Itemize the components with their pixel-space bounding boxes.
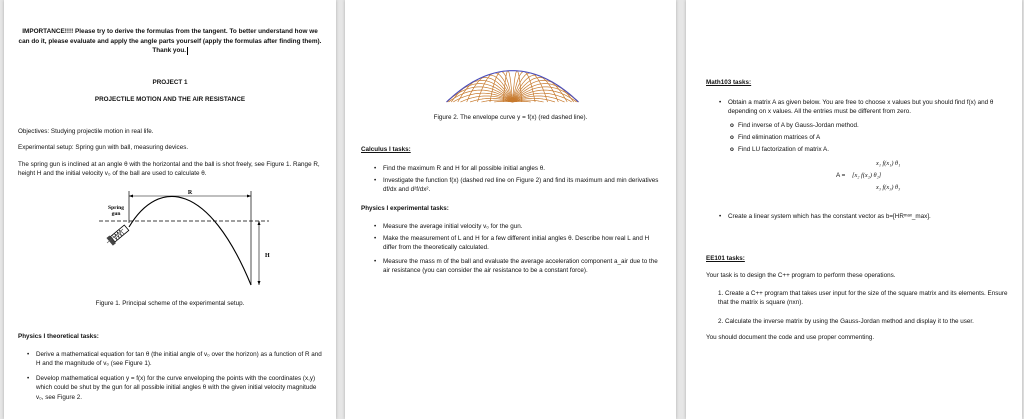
height-arrowhead-top <box>258 221 261 225</box>
objectives-text: Objectives: Studying projectile motion in real life. <box>18 128 154 135</box>
matrix-row-3: x₃ f(x₃) θ₃ <box>876 184 901 191</box>
project-subtitle: PROJECTILE MOTION AND THE AIR RESISTANCE <box>94 96 246 103</box>
ee-task-1: 1. Create a C++ program that takes user input for the size of the square matrix and its elements. Ensure that the matrix is square (nxn). <box>718 290 1008 307</box>
figure-2-envelope-diagram <box>440 10 585 105</box>
spring-gun-icon <box>106 224 129 246</box>
math-heading: Math103 tasks: <box>706 79 752 86</box>
setup-text: Experimental setup: Spring gun with ball, measuring devices. <box>18 144 189 151</box>
physics-exp-heading: Physics I experimental tasks: <box>361 205 449 212</box>
range-arrowhead-right <box>247 195 251 198</box>
calculus-heading: Calculus I tasks: <box>361 146 411 153</box>
physics-exp-task-2: • Make the measurement of L and H for a few different initial angles θ. Describe how real L and H differ from the theoretically calculated. <box>383 234 663 253</box>
trajectory-curve <box>129 196 251 285</box>
document-page-2 <box>345 0 676 419</box>
ee-heading: EE101 tasks: <box>706 255 745 262</box>
ee-outro: You should document the code and use proper commenting. <box>706 334 875 341</box>
matrix-label: A = <box>836 172 846 179</box>
document-page-3 <box>686 0 1022 419</box>
theory-task-1: • Derive a mathematical equation for tan θ (the initial angle of v₀ over the horizon) as a function of R and H and the magnitude of v₀ (see Figure 1). <box>36 350 322 369</box>
theory-heading: Physics I theoretical tasks: <box>18 333 99 340</box>
gun-label: gun <box>111 211 121 217</box>
envelope-curve <box>447 71 579 102</box>
math-subtask-1: o Find inverse of A by Gauss-Jordan method. <box>738 121 859 130</box>
math-intro: • Obtain a matrix A as given below. You are free to choose x values but you should find f(x) and θ depending on x values. All the entries must be different from zero. <box>728 98 1010 117</box>
math-subtask-3: o Find LU factorization of matrix A. <box>738 145 829 154</box>
range-arrowhead-left <box>129 195 133 198</box>
height-label: H <box>265 253 270 259</box>
physics-exp-task-3: • Measure the mass m of the ball and evaluate the average acceleration component a_air due to the air resistance (you can consider the air resistance to be a constant force). <box>383 257 663 276</box>
ee-intro: Your task is to design the C++ program to perform these operations. <box>706 272 896 279</box>
ee-task-2: 2. Calculate the inverse matrix by using the Gauss-Jordan method and display it to the user. <box>718 318 974 325</box>
math-subtask-2: o Find elimination matrices of A <box>738 133 820 142</box>
spring-label: Spring <box>108 205 124 211</box>
document-page-1 <box>4 0 336 419</box>
physics-exp-task-1: • Measure the average initial velocity v₀ for the gun. <box>383 222 663 231</box>
matrix-row-2: [x₂ f(x₂) θ₂] <box>852 172 882 179</box>
project-title: PROJECT 1 <box>152 79 188 86</box>
range-label: R <box>187 190 193 196</box>
important-note: IMPORTANCE!!!! Please try to derive the formulas from the tangent. To better understand how we can do it, please evaluate and apply the angle parts yourself (apply the formulas after finding them). Thank you. <box>18 28 322 55</box>
description-text: The spring gun is inclined at an angle θ with the horizontal and the ball is shot freely, see Figure 1. Range R, height H and the initial velocity v₀ of the ball are used to calculate θ. <box>18 161 320 178</box>
matrix-row-1: x₁ f(x₁) θ₁ <box>876 160 901 167</box>
figure-1-caption: Figure 1. Principal scheme of the experimental setup. <box>95 300 245 307</box>
text-cursor <box>187 47 188 55</box>
calculus-task-1: • Find the maximum R and H for all possible initial angles θ. <box>383 164 663 173</box>
figure-2-caption: Figure 2. The envelope curve y = f(x) (red dashed line). <box>433 114 588 121</box>
theory-task-2: • Develop mathematical equation y = f(x) for the curve enveloping the points with the coordinates (x,y) which could be shut by the gun for all possible initial angles θ with the given initial velocity magnitude v₀, see Figure 2. <box>36 374 322 402</box>
height-arrowhead-bottom <box>258 281 261 285</box>
linear-system-task: • Create a linear system which has the constant vector as b=[HRᵐᵃˣ_max]. <box>728 212 1010 221</box>
figure-1-diagram <box>99 185 274 290</box>
calculus-task-2: • Investigate the function f(x) (dashed red line on Figure 2) and find its maximum and min derivatives df/dx and d²f/dx². <box>383 176 663 195</box>
